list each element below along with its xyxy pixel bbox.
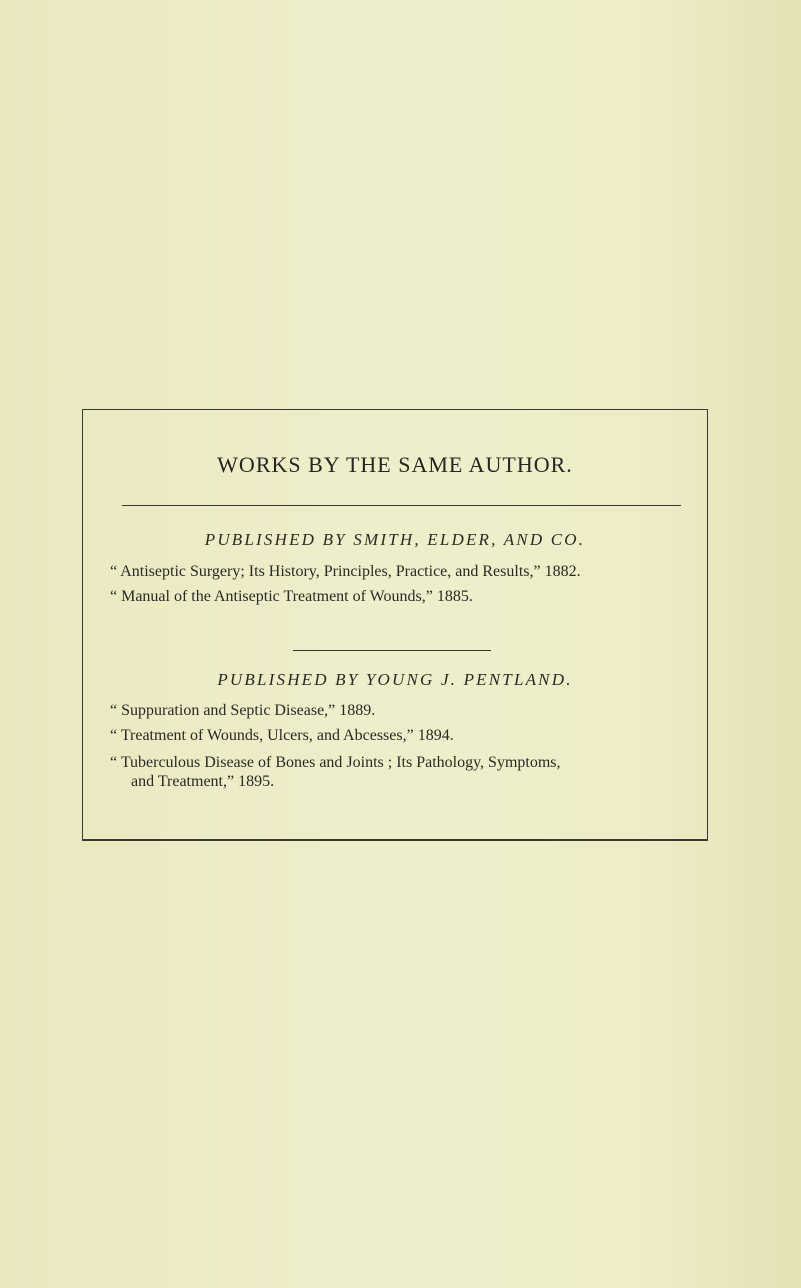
work-entry: “ Suppuration and Septic Disease,” 1889. [110,702,376,719]
work-entry: “ Manual of the Antiseptic Treatment of Wounds,” 1885. [110,588,473,605]
page-heading: WORKS BY THE SAME AUTHOR. [217,452,573,477]
work-entry: “ Treatment of Wounds, Ulcers, and Abcesses,” 1894. [110,727,454,744]
work-entry: “ Tuberculous Disease of Bones and Joints ; Its Pathology, Symptoms, [110,754,561,771]
advertisement-frame [82,409,708,841]
section-divider [293,650,491,651]
work-entry-continuation: and Treatment,” 1895. [131,773,275,790]
work-entry: “ Antiseptic Surgery; Its History, Principles, Practice, and Results,” 1882. [110,563,581,580]
divider-rule [122,505,681,506]
publisher-heading: PUBLISHED BY SMITH, ELDER, AND CO. [204,530,586,549]
publisher-heading: PUBLISHED BY YOUNG J. PENTLAND. [217,670,573,689]
